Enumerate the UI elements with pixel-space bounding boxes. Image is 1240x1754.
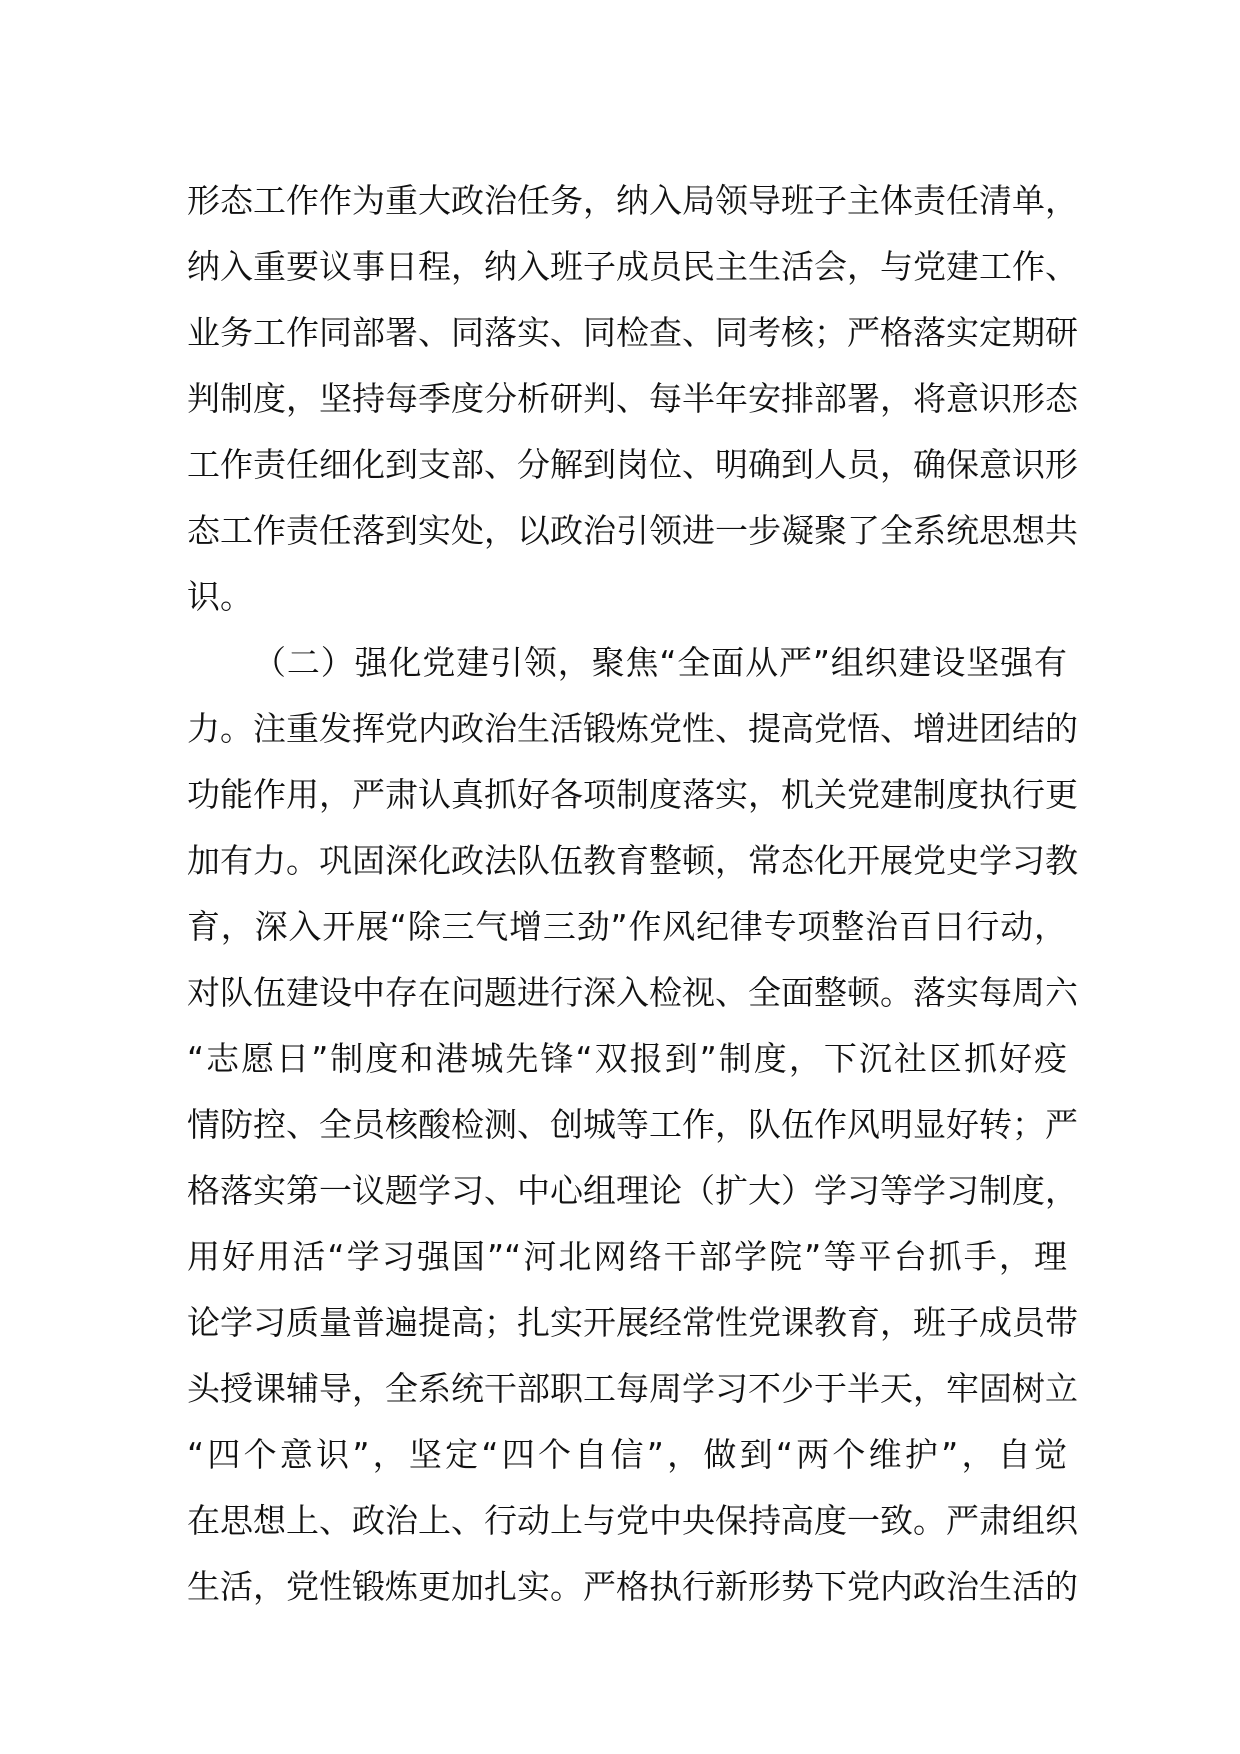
text-line: 情防控、全员核酸检测、创城等工作，队伍作风明显好转；严 (187, 1105, 1078, 1144)
text-line: 格落实第一议题学习、中心组理论（扩大）学习等学习制度， (187, 1171, 1078, 1210)
text-line: 在思想上、政治上、行动上与党中央保持高度一致。严肃组织 (187, 1501, 1078, 1540)
text-line: 加有力。巩固深化政法队伍教育整顿，常态化开展党史学习教 (187, 841, 1078, 880)
text-line: 育，深入开展“除三气增三劲”作风纪律专项整治百日行动， (187, 907, 1067, 946)
text-line: 判制度，坚持每季度分析研判、每半年安排部署，将意识形态 (187, 379, 1078, 418)
paragraph-2 (187, 630, 1078, 1620)
text-line: 用好用活“学习强国”“河北网络干部学院”等平台抓手，理 (187, 1237, 1067, 1276)
text-line: 工作责任细化到支部、分解到岗位、明确到人员，确保意识形 (187, 445, 1078, 484)
text-line: 头授课辅导，全系统干部职工每周学习不少于半天，牢固树立 (187, 1369, 1078, 1408)
text-line: 功能作用，严肃认真抓好各项制度落实，机关党建制度执行更 (187, 775, 1078, 814)
text-line: 论学习质量普遍提高；扎实开展经常性党课教育，班子成员带 (187, 1303, 1078, 1342)
text-line: 生活，党性锻炼更加扎实。严格执行新形势下党内政治生活的 (187, 1567, 1078, 1606)
paragraph-1 (187, 168, 1078, 630)
text-line: 业务工作同部署、同落实、同检查、同考核；严格落实定期研 (187, 313, 1078, 352)
text-line: 识。 (187, 577, 253, 616)
text-line: 态工作责任落到实处，以政治引领进一步凝聚了全系统思想共 (187, 511, 1078, 550)
section-heading-line: （二）强化党建引领，聚焦“全面从严”组织建设坚强有 (253, 643, 1067, 682)
text-line: 力。注重发挥党内政治生活锻炼党性、提高党悟、增进团结的 (187, 709, 1078, 748)
text-line: “四个意识”，坚定“四个自信”，做到“两个维护”，自觉 (187, 1435, 1067, 1474)
text-line: “志愿日”制度和港城先锋“双报到”制度，下沉社区抓好疫 (187, 1039, 1067, 1078)
document-body (187, 168, 1078, 1620)
text-line: 形态工作作为重大政治任务，纳入局领导班子主体责任清单， (187, 181, 1078, 220)
text-line: 纳入重要议事日程，纳入班子成员民主生活会，与党建工作、 (187, 247, 1078, 286)
text-line: 对队伍建设中存在问题进行深入检视、全面整顿。落实每周六 (187, 973, 1078, 1012)
